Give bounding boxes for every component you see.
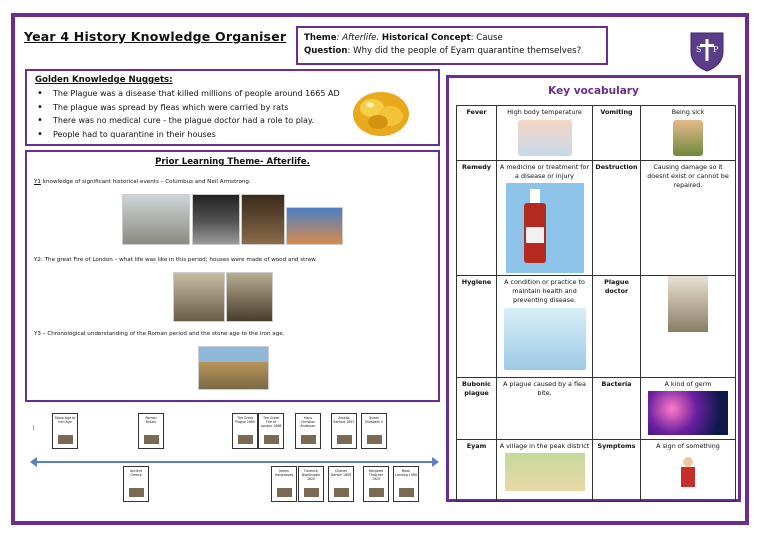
vocab-definition: A village in the peak district	[497, 440, 593, 502]
vocab-term: Remedy	[457, 161, 497, 276]
nugget-item: • There was no medical cure - the plague doctor had a role to play.	[53, 114, 430, 128]
vocab-definition: A sign of something	[641, 440, 736, 502]
ship-image	[122, 194, 190, 245]
timeline-arrow-right	[432, 457, 439, 467]
nugget-item: • The plague was spread by fleas which were carried by rats	[53, 101, 430, 115]
svg-text:S: S	[696, 45, 702, 54]
vocab-definition: A medicine or treatment for a disease or injury	[497, 161, 593, 276]
vocab-term: Eyam	[457, 440, 497, 502]
vocab-term: Symptoms	[593, 440, 641, 502]
vocab-term: Plague doctor	[593, 276, 641, 378]
vocab-term: Destruction	[593, 161, 641, 276]
samuel-pepys-image	[226, 272, 273, 322]
theme-line: Theme: Afterlife. Historical Concept: Cause	[304, 33, 503, 43]
timeline-card: Florence Nightingale 1820	[298, 466, 324, 502]
handwashing-image	[504, 308, 586, 370]
vocab-term: Bubonic plague	[457, 378, 497, 440]
table-row	[457, 106, 736, 161]
school-logo	[688, 30, 726, 72]
vocab-title: Key vocabulary	[548, 85, 639, 97]
question-line: Question: Why did the people of Eyam quarantine themselves?	[304, 46, 582, 56]
prior-title: Prior Learning Theme- Afterlife.	[155, 157, 310, 167]
vocab-definition: A plague caused by a flea bite.	[497, 378, 593, 440]
vocab-definition: A kind of germ	[641, 378, 736, 440]
vocab-definition: A condition or practice to maintain health and preventing disease.	[497, 276, 593, 378]
gold-nuggets-image	[350, 84, 412, 140]
timeline-card: Stone Age to Iron Age	[52, 413, 78, 449]
timeline-card: Amelia Earhart 1897	[331, 413, 357, 449]
moon-landing-image	[192, 194, 240, 245]
table-row	[457, 378, 736, 440]
timeline-card: Moon Landing 1969	[393, 466, 419, 502]
vocab-term: Vomiting	[593, 106, 641, 161]
columbus-portrait-image	[241, 194, 285, 245]
table-row	[457, 440, 736, 502]
timeline-start-mark: |	[33, 425, 35, 431]
nuggets-title: Golden Knowledge Nuggets:	[35, 75, 173, 85]
timeline-card: Queen Elizabeth II	[361, 413, 387, 449]
timeline-axis	[33, 461, 435, 463]
vocab-term: Hygiene	[457, 276, 497, 378]
prior-learning-panel	[25, 150, 440, 402]
eyam-map-image	[505, 453, 585, 491]
timeline-card: The Great Fire of London 1666	[258, 413, 284, 449]
nugget-item: • People had to quarantine in their houses	[53, 128, 430, 142]
theme-box	[296, 26, 608, 65]
vocab-term: Fever	[457, 106, 497, 161]
rocket-launch-image	[286, 207, 343, 245]
nugget-item: • The Plague was a disease that killed millions of people around 1665 AD	[53, 87, 430, 101]
vocab-definition: Causing damage so it doesnt exist or cannot be repaired.	[641, 161, 736, 276]
medicine-bottle-image	[506, 183, 584, 273]
roundhouse-image	[198, 346, 269, 390]
great-fire-image	[173, 272, 225, 322]
key-vocabulary-panel	[446, 75, 741, 502]
plague-doctor-image	[668, 276, 708, 332]
symptoms-image	[660, 453, 716, 493]
bacteria-image	[648, 391, 728, 435]
page-title: Year 4 History Knowledge Organiser	[24, 29, 287, 44]
vocab-definition: Being sick	[641, 106, 736, 161]
timeline-card: Margaret Thatcher 1925	[363, 466, 389, 502]
table-row	[457, 161, 736, 276]
prior-y3: Y3 – Chronological understanding of the Roman period and the stone age to the iron age.	[34, 331, 285, 337]
table-row	[457, 276, 736, 378]
timeline-card: Hans Christian Andersen	[295, 413, 321, 449]
timeline-card: Ancient Greece	[123, 466, 149, 502]
vomiting-image	[673, 120, 703, 156]
prior-y2: Y2: The great Fire of London – what life was like in this period; houses were made of wood and straw.	[34, 257, 317, 263]
fever-image	[518, 120, 572, 156]
vocab-term: Bacteria	[593, 378, 641, 440]
prior-y1: Y1 knowledge of significant historical events – Columbus and Neil Armstrong.	[34, 179, 251, 185]
vocab-definition	[641, 276, 736, 378]
vocab-table	[456, 105, 736, 502]
timeline-card: James Hargreaves	[271, 466, 297, 502]
timeline-card: Roman Britain	[138, 413, 164, 449]
svg-text:P: P	[713, 45, 719, 54]
timeline-card: The Great Plague 1665	[232, 413, 258, 449]
timeline-card: Charles Darwin 1809	[328, 466, 354, 502]
vocab-definition: High body temperature	[497, 106, 593, 161]
